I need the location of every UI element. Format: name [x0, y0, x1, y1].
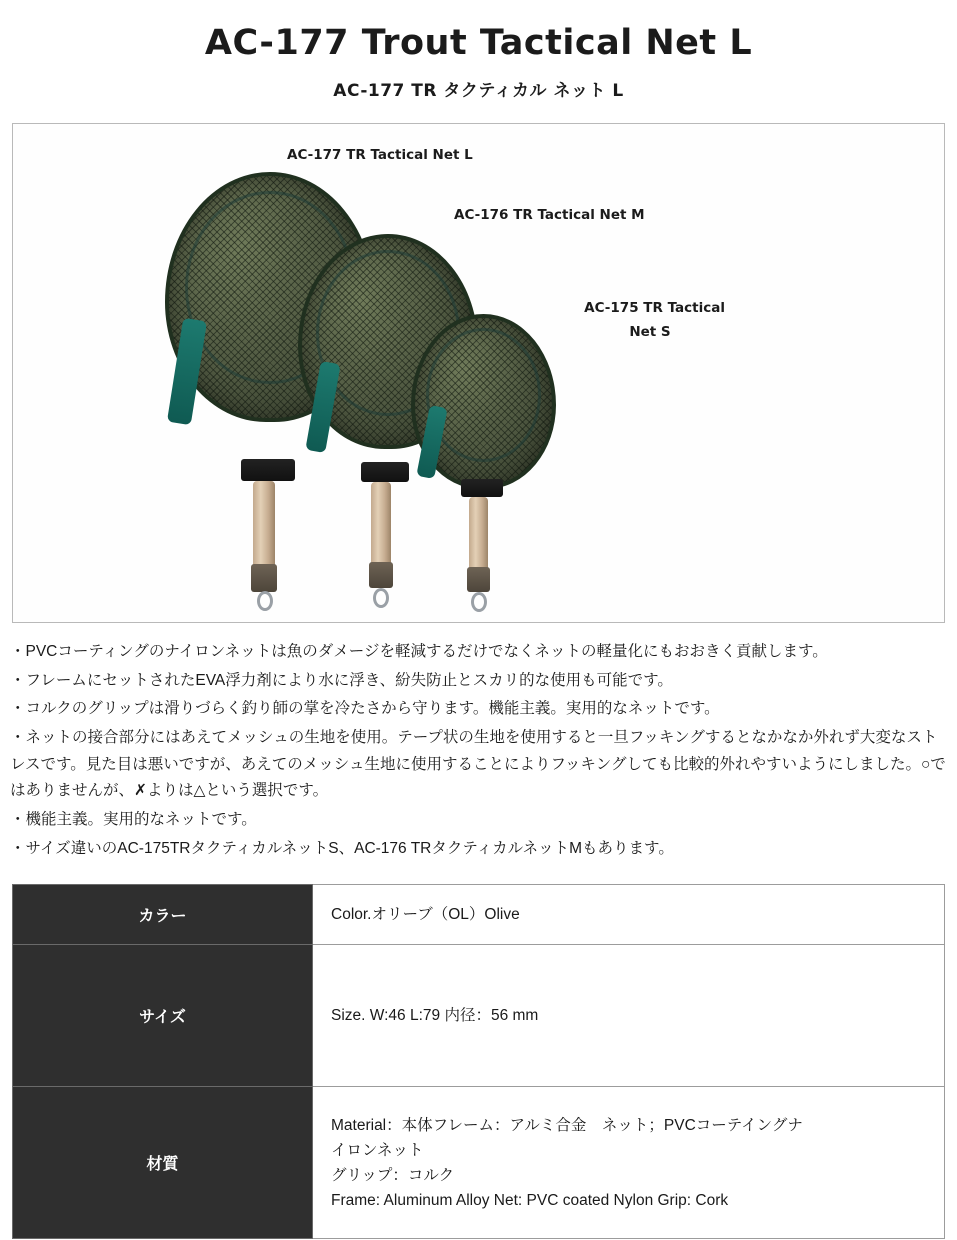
specification-table [12, 884, 945, 1239]
figure-label-net-s-line2: Net S [629, 324, 671, 341]
spec-value-line: Material：本体フレーム：アルミ合金 ネット；PVCコーテイングナ [331, 1116, 803, 1134]
spec-value-size [313, 945, 945, 1087]
net-large-butt [251, 564, 277, 592]
page-title: AC-177 Trout Tactical Net L [204, 23, 753, 63]
feature-item: ・PVCコーティングのナイロンネットは魚のダメージを軽減するだけでなくネットの軽量化にもおおきく貢献します。 [10, 643, 828, 660]
spec-value-material [313, 1087, 945, 1239]
net-medium-ring [373, 588, 389, 608]
net-large-joint [241, 459, 295, 481]
page-subtitle: AC-177 TR タクティカル ネット L [333, 81, 624, 101]
title-block [0, 0, 957, 101]
feature-item: ・機能主義。実用的なネットです。 [10, 810, 257, 828]
figure-label-net-s [575, 298, 725, 343]
net-small-joint [461, 479, 503, 497]
table-row [13, 945, 945, 1087]
spec-value-color [313, 885, 945, 945]
feature-item: ・コルクのグリップは滑りづらく釣り師の掌を冷たさから守ります。機能主義。実用的なネットです。 [10, 700, 720, 718]
table-row [13, 885, 945, 945]
feature-item: ・サイズ違いのAC-175TRタクティカルネットS、AC-176 TRタクティカルネットMもあります。 [10, 839, 674, 857]
feature-item: ・ネットの接合部分にはあえてメッシュの生地を使用。テープ状の生地を使用すると一旦フッキングするとなかなか外れず大変なストレスです。見た目は悪いですが、あえてのメッシュ生地に使用することによりフッキングしても比較的外れやすいようにしました。○ではありませんが、✗よりは△という選択です。 [10, 728, 946, 800]
net-small-hoop-inner [426, 328, 541, 462]
spec-label-material: 材質 [13, 1087, 313, 1239]
spec-value-line: イロンネット [331, 1141, 424, 1159]
figure-label-net-m: AC-176 TR Tactical Net M [454, 207, 645, 223]
net-small-ring [471, 592, 487, 612]
net-large-ring [257, 591, 273, 611]
spec-label-size: サイズ [13, 945, 313, 1087]
spec-value-line: Frame: Aluminum Alloy Net: PVC coated Nylon Grip: Cork [331, 1191, 729, 1209]
net-small-handle [469, 497, 488, 577]
net-medium-butt [369, 562, 393, 588]
net-small-butt [467, 567, 490, 592]
feature-list [10, 639, 947, 862]
table-row [13, 1087, 945, 1239]
product-figure [12, 123, 945, 623]
figure-label-net-s-line1: AC-175 TR Tactical [584, 300, 725, 316]
spec-value-line: Color.オリーブ（OL）Olive [331, 906, 520, 924]
spec-value-line: Size. W:46 L:79 内径：56 mm [331, 1007, 539, 1025]
net-medium-handle [371, 482, 391, 574]
net-medium-joint [361, 462, 409, 482]
figure-label-net-l: AC-177 TR Tactical Net L [287, 147, 473, 163]
spec-value-line: グリップ：コルク [331, 1166, 455, 1184]
feature-item: ・フレームにセットされたEVA浮力剤により水に浮き、紛失防止とスカリ的な使用も可能です。 [10, 671, 673, 689]
spec-label-color: カラー [13, 885, 313, 945]
